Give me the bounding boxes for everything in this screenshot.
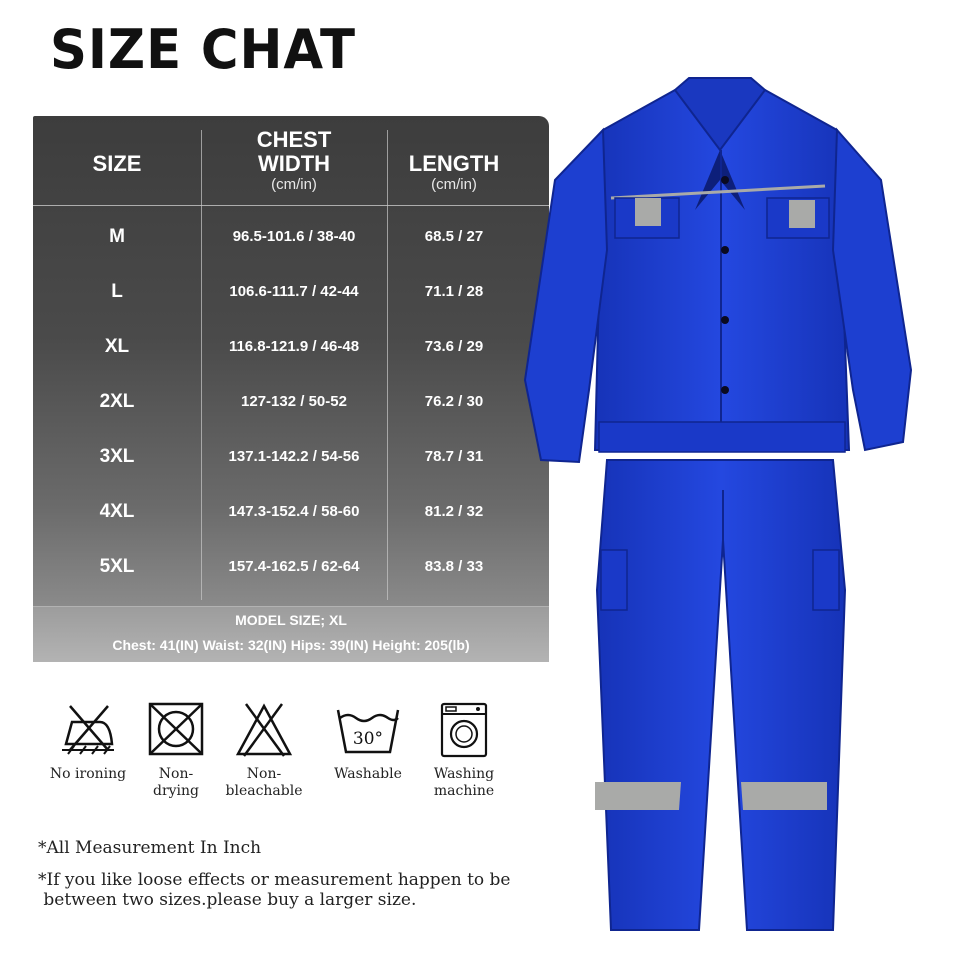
length-cell: 78.7 / 31 xyxy=(424,448,484,465)
sizing-advice-line2: between two sizes.please buy a larger size. xyxy=(38,890,417,910)
non-drying-icon xyxy=(144,700,208,758)
chest-cell: 96.5-101.6 / 38-40 xyxy=(232,228,356,245)
care-label-line2: bleachable xyxy=(225,783,303,799)
chest-cell: 157.4-162.5 / 62-64 xyxy=(228,558,360,575)
chest-cell: 147.3-152.4 / 58-60 xyxy=(228,503,360,520)
size-cell: 5XL xyxy=(99,556,135,577)
length-cell: 73.6 / 29 xyxy=(424,338,484,355)
page-title: SIZE CHAT xyxy=(50,18,356,81)
table-row xyxy=(33,209,549,264)
chest-cell: 106.6-111.7 / 42-44 xyxy=(229,283,359,300)
care-washable xyxy=(328,700,408,783)
table-row xyxy=(33,374,549,429)
header-length-unit: (cm/in) xyxy=(431,176,477,193)
reflective-stripe xyxy=(741,782,827,810)
work-uniform-image xyxy=(515,70,935,950)
table-row xyxy=(33,319,549,374)
sizing-advice-line1: *If you like loose effects or measurement happen to be xyxy=(38,870,511,890)
care-label: Washable xyxy=(334,766,402,782)
care-non-drying xyxy=(136,700,216,800)
size-cell: 3XL xyxy=(99,446,135,467)
care-label-line2: machine xyxy=(433,783,495,799)
size-cell: 4XL xyxy=(99,501,135,522)
wash-temperature: 30° xyxy=(352,729,384,749)
washable-30-icon xyxy=(332,700,404,758)
length-cell: 71.1 / 28 xyxy=(424,283,484,300)
header-chest-unit: (cm/in) xyxy=(271,176,317,193)
care-label-line1: Washing xyxy=(433,766,495,782)
non-bleachable-icon xyxy=(232,700,296,758)
length-cell: 76.2 / 30 xyxy=(424,393,484,410)
measurement-note: *All Measurement In Inch xyxy=(38,838,262,858)
chest-cell: 137.1-142.2 / 54-56 xyxy=(228,448,360,465)
table-row xyxy=(33,429,549,484)
header-chest-line2: WIDTH xyxy=(257,151,331,176)
model-size: MODEL SIZE; XL xyxy=(235,612,347,628)
care-label-line1: Non- xyxy=(246,766,282,782)
care-label: No ironing xyxy=(49,766,127,782)
no-ironing-icon xyxy=(56,700,120,758)
header-chest-width xyxy=(201,128,387,194)
washing-machine-icon xyxy=(432,700,496,758)
length-cell: 68.5 / 27 xyxy=(424,228,484,245)
table-row xyxy=(33,539,549,594)
footer-divider xyxy=(33,606,549,607)
header-length xyxy=(387,152,521,194)
care-non-bleachable xyxy=(224,700,304,800)
model-measurements: Chest: 41(IN) Waist: 32(IN) Hips: 39(IN) Height: 205(lb) xyxy=(112,637,470,653)
size-cell: 2XL xyxy=(99,391,135,412)
size-cell: M xyxy=(109,226,125,247)
header-size: SIZE xyxy=(92,151,142,176)
chest-cell: 127-132 / 50-52 xyxy=(241,393,347,410)
length-cell: 83.8 / 33 xyxy=(424,558,484,575)
chest-cell: 116.8-121.9 / 46-48 xyxy=(228,338,360,355)
table-row xyxy=(33,264,549,319)
table-row xyxy=(33,484,549,539)
care-no-ironing xyxy=(48,700,128,783)
care-label-line1: Non- xyxy=(158,766,194,782)
care-washing-machine xyxy=(424,700,504,800)
size-cell: XL xyxy=(104,336,130,357)
header-chest-line1: CHEST xyxy=(256,127,332,152)
header-divider xyxy=(33,205,549,206)
size-cell: L xyxy=(111,281,123,302)
care-label-line2: drying xyxy=(152,783,200,799)
reflective-stripe xyxy=(595,782,681,810)
header-length-label: LENGTH xyxy=(408,151,500,176)
length-cell: 81.2 / 32 xyxy=(424,503,484,520)
